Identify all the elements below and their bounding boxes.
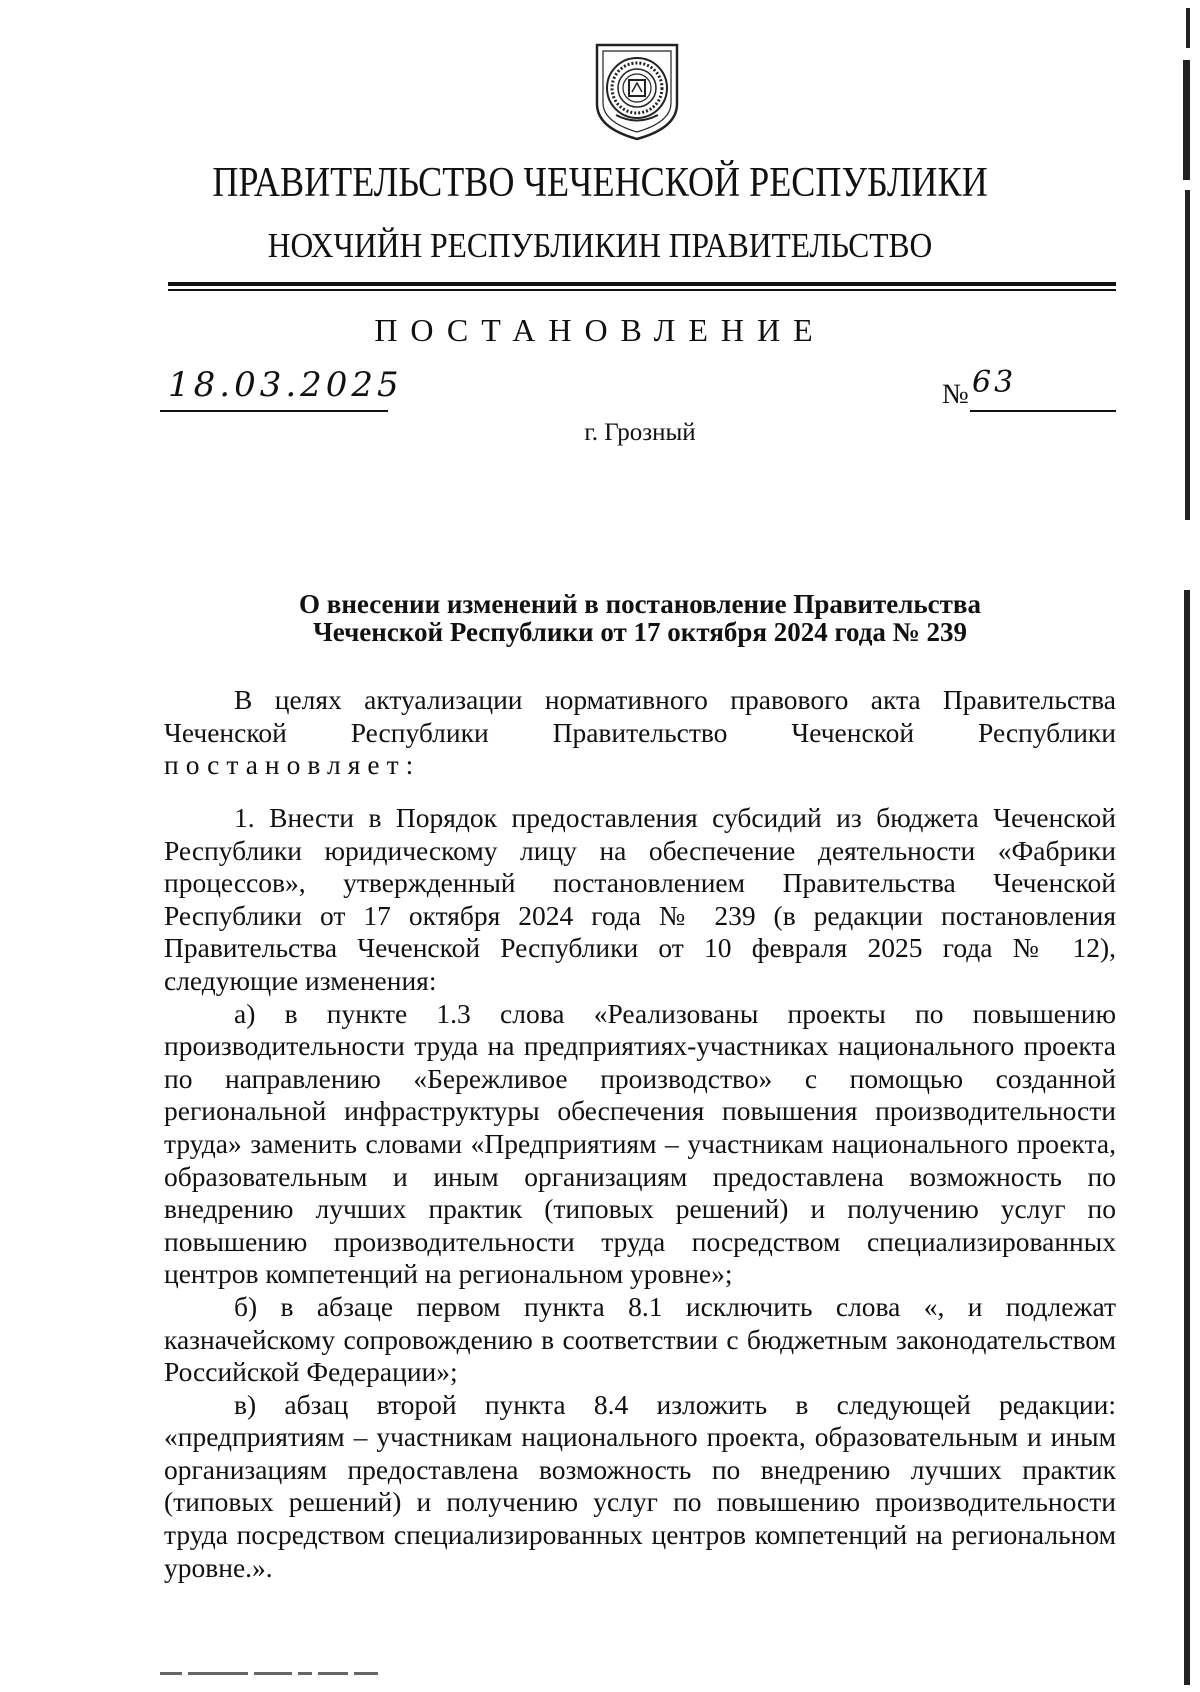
- header-divider: [168, 282, 1116, 286]
- scan-edge-artifact: [1183, 60, 1190, 180]
- item-1: 1. Внести в Порядок предоставления субсидий из бюджета Чеченской Республики юридическому лицу на обеспечение деятельности «Фабрики процессов», утвержденный постановлением Правительства Чеченской Республики от 17 октября 2024 года № 239 (в редакции постановления Правительства Чеченской Республики от 10 февраля 2025 года № 12), следующие изменения:: [164, 802, 1116, 996]
- intro-line: Чеченской Республики Правительство Чеченской Республики: [164, 716, 1116, 748]
- scan-noise: [160, 1672, 460, 1675]
- document-number: 63: [972, 365, 1017, 400]
- intro-paragraph: [164, 684, 1116, 782]
- item-a: а) в пункте 1.3 слова «Реализованы проекты по повышению производительности труда на предприятиях-участниках национального проекта по направлению «Бережливое производство» с помощью созданной региональной инфраструктуры обеспечения повышения производительности труда» заменить словами «Предприятиям – участникам национального проекта, образовательным и иным организациям предоставлена возможность по внедрению лучших практик (типовых решений) и получению услуг по повышению производительности труда посредством специализированных центров компетенций на региональном уровне»;: [164, 997, 1116, 1290]
- item-b: б) в абзаце первом пункта 8.1 исключить слова «, и подлежат казначейскому сопровождению в соответствии с бюджетным законодательством Российской Федерации»;: [164, 1290, 1116, 1388]
- document-title: [150, 590, 1130, 646]
- date-underline: [160, 410, 388, 412]
- resolution-word: постановляет:: [164, 749, 421, 781]
- amendments-list: [164, 802, 1116, 1584]
- government-name-russian: ПРАВИТЕЛЬСТВО ЧЕЧЕНСКОЙ РЕСПУБЛИКИ: [212, 160, 988, 206]
- scan-edge-artifact: [1184, 590, 1190, 1685]
- chechen-republic-coat-of-arms-icon: [594, 42, 680, 142]
- header-divider: [168, 289, 1116, 291]
- document-type: ПОСТАНОВЛЕНИЕ: [374, 312, 826, 348]
- number-sign: №: [942, 379, 969, 410]
- number-underline: [970, 410, 1116, 412]
- government-name-chechen: НОХЧИЙН РЕСПУБЛИКИН ПРАВИТЕЛЬСТВО: [267, 226, 933, 265]
- document-date: 18.03.2025: [168, 365, 403, 405]
- scan-edge-artifact: [1185, 190, 1190, 520]
- document-title-line: О внесении изменений в постановление Правительства: [299, 589, 981, 619]
- item-v: в) абзац второй пункта 8.4 изложить в следующей редакции: «предприятиям – участникам национального проекта, образовательным и иным организациям предоставлена возможность по внедрению лучших практик (типовых решений) и получению услуг по повышению производительности труда посредством специализированных центров компетенций на региональном уровне.».: [164, 1388, 1116, 1583]
- document-title-line: Чеченской Республики от 17 октября 2024 года № 239: [312, 617, 968, 647]
- document-city: г. Грозный: [584, 419, 696, 446]
- scan-edge-artifact: [1186, 8, 1190, 48]
- intro-line: В целях актуализации нормативного правового акта Правительства: [234, 684, 1116, 715]
